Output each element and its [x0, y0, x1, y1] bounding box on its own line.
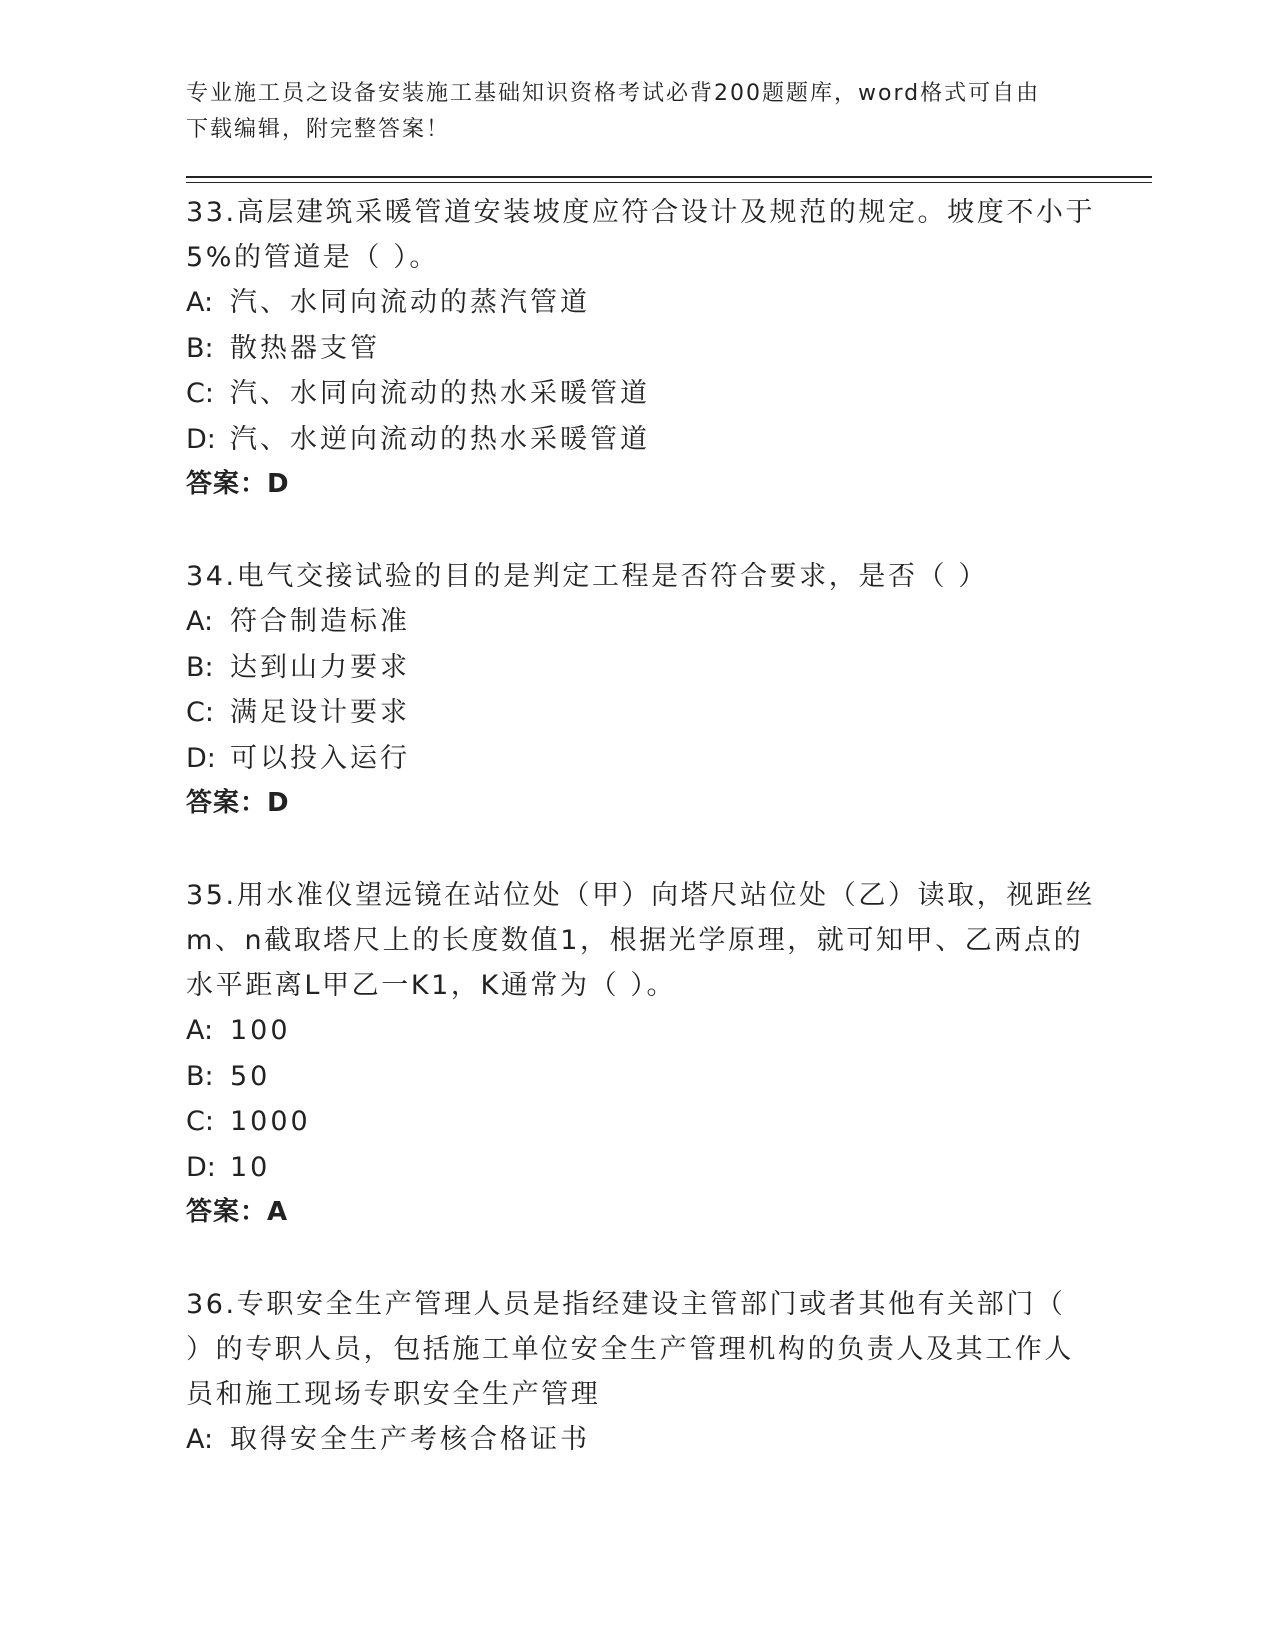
option-text: 散热器支管 — [230, 332, 380, 364]
option-b — [186, 1054, 1086, 1100]
option-c — [186, 371, 1086, 417]
option-key: C: — [186, 697, 214, 728]
option-b — [186, 645, 1086, 691]
question-stem-line: 员和施工现场专职安全生产管理 — [186, 1379, 601, 1410]
answer-label: 答案：A — [186, 1197, 289, 1227]
answer-label: 答案：D — [186, 469, 290, 499]
option-key: A: — [186, 1015, 214, 1046]
option-d — [186, 417, 1086, 463]
option-key: D: — [186, 423, 216, 455]
question-stem — [186, 190, 1096, 280]
question-stem-line: 35.用水准仪望远镜在站位处（甲）向塔尺站位处（乙）读取，视距丝 — [186, 880, 1096, 911]
option-key: A: — [186, 1424, 214, 1455]
option-text: 取得安全生产考核合格证书 — [230, 1424, 590, 1455]
option-d — [186, 736, 1086, 782]
option-key: C: — [186, 378, 214, 409]
option-key: B: — [186, 651, 214, 683]
option-key: B: — [186, 332, 214, 364]
option-key: D: — [186, 742, 216, 774]
question-spacer — [186, 826, 1086, 873]
document-header — [186, 76, 1076, 148]
question-stem-line: ）的专职人员，包括施工单位安全生产管理机构的负责人及其工作人 — [186, 1334, 1074, 1365]
option-text: 1000 — [230, 1106, 311, 1137]
option-key: A: — [186, 606, 214, 637]
answer-label: 答案：D — [186, 788, 290, 818]
question-spacer — [186, 507, 1086, 554]
option-key: D: — [186, 1151, 216, 1183]
header-title-line-1: 专业施工员之设备安装施工基础知识资格考试必背200题题库，word格式可自由 — [186, 81, 1041, 106]
header-divider-thin — [186, 182, 1152, 183]
question-stem-line: 5%的管道是（ ）。 — [186, 242, 439, 273]
question-spacer — [186, 1235, 1086, 1282]
question-33 — [186, 190, 1096, 507]
question-stem-line: m、n截取塔尺上的长度数值1，根据光学原理，就可知甲、乙两点的 — [186, 925, 1084, 956]
option-text: 汽、水同向流动的蒸汽管道 — [230, 287, 590, 318]
option-text: 汽、水同向流动的热水采暖管道 — [230, 378, 650, 409]
question-stem — [186, 873, 1096, 1008]
option-key: B: — [186, 1060, 214, 1092]
question-list — [186, 190, 1096, 1463]
question-stem — [186, 1282, 1086, 1417]
question-stem — [186, 554, 1086, 599]
option-c — [186, 690, 1086, 736]
option-text: 可以投入运行 — [230, 742, 410, 774]
option-text: 满足设计要求 — [230, 697, 410, 728]
option-key: A: — [186, 287, 214, 318]
question-35 — [186, 873, 1096, 1235]
header-divider-thick — [186, 176, 1152, 178]
option-b — [186, 326, 1086, 372]
question-34 — [186, 554, 1086, 826]
option-a — [186, 599, 1086, 645]
option-d — [186, 1145, 1086, 1191]
question-stem-line: 水平距离L甲乙一K1，K通常为（ ）。 — [186, 970, 677, 1001]
question-stem-line: 36.专职安全生产管理人员是指经建设主管部门或者其他有关部门（ — [186, 1289, 1066, 1320]
question-36 — [186, 1282, 1086, 1463]
header-title-line-2: 下载编辑，附完整答案！ — [186, 117, 451, 142]
option-a — [186, 280, 1086, 326]
option-a — [186, 1008, 1086, 1054]
option-text: 达到山力要求 — [230, 651, 410, 683]
option-c — [186, 1099, 1086, 1145]
question-stem-line: 33.高层建筑采暖管道安装坡度应符合设计及规范的规定。坡度不小于 — [186, 197, 1096, 228]
option-text: 50 — [230, 1060, 271, 1092]
option-text: 10 — [230, 1151, 271, 1183]
option-text: 符合制造标准 — [230, 606, 410, 637]
option-text: 汽、水逆向流动的热水采暖管道 — [230, 423, 650, 455]
option-text: 100 — [230, 1015, 291, 1046]
option-a — [186, 1417, 1086, 1463]
question-stem-line: 34.电气交接试验的目的是判定工程是否符合要求，是否（ ） — [186, 561, 988, 592]
option-key: C: — [186, 1106, 214, 1137]
